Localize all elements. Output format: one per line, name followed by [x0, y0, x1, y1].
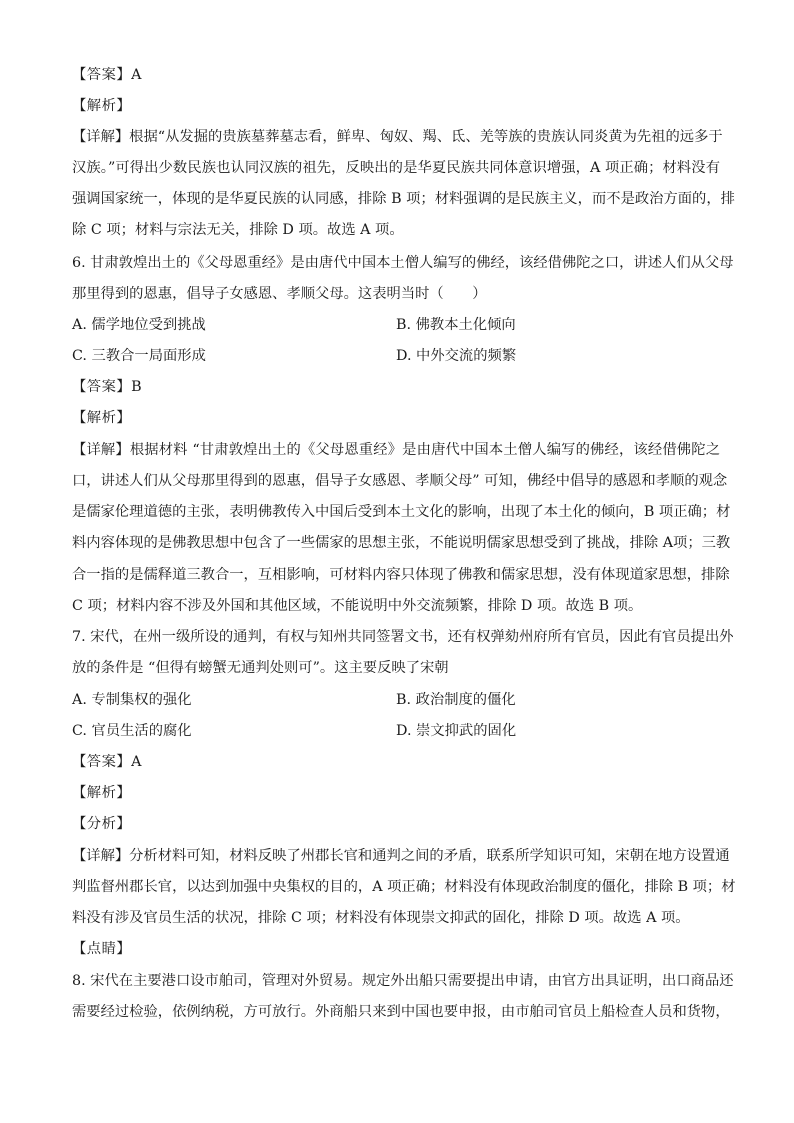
- q6-option-a: A. 儒学地位受到挑战: [72, 317, 206, 333]
- q7-analysis-label: 【解析】: [72, 785, 132, 801]
- q6-detail-line-6: C 项；材料内容不涉及外国和其他区域，不能说明中外交流频繁，排除 D 项。故选 B 项。: [72, 598, 643, 614]
- q6-detail-line-3: 是儒家伦理道德的主张，表明佛教传入中国后受到本土文化的影响，出现了本土化的倾向，B 项正确；材: [72, 504, 731, 520]
- q6-stem-line-2: 那里得到的恩惠，倡导子女感恩、孝顺父母。这表明当时（ ）: [72, 286, 487, 302]
- q7-detail-line-2: 判监督州郡长官，以达到加强中央集权的目的，A 项正确；材料没有体现政治制度的僵化，排除 B 项；材: [72, 879, 736, 895]
- q5-detail-line-4: 除 C 项；材料与宗法无关，排除 D 项。故选 A 项。: [72, 222, 404, 238]
- q7-option-b: B. 政治制度的僵化: [396, 692, 516, 708]
- q6-option-b: B. 佛教本土化倾向: [396, 317, 516, 333]
- q5-detail-line-2: 汉族。”可得出少数民族也认同汉族的祖先，反映出的是华夏民族共同体意识增强，A 项正确；材料没有: [72, 160, 720, 176]
- q5-detail-line-1: 【详解】根据“从发掘的贵族墓葬墓志看，鲜卑、匈奴、羯、氐、羌等族的贵族认同炎黄为先祖的远多于: [72, 129, 723, 145]
- q6-detail-line-5: 合一指的是儒释道三教合一，互相影响，可材料内容只体现了佛教和儒家思想，没有体现道家思想，排除: [72, 567, 730, 583]
- q6-detail-line-4: 料内容体现的是佛教思想中包含了一些儒家的思想主张，不能说明儒家思想受到了挑战，排除 A项；三教: [72, 535, 731, 551]
- q5-detail-line-3: 强调国家统一，体现的是华夏民族的认同感，排除 B 项；材料强调的是民族主义，而不是政治方面的，排: [72, 191, 735, 207]
- q8-stem-line-1: 8. 宋代在主要港口设市舶司，管理对外贸易。规定外出船只需要提出申请，由官方出具证明，出口商品还: [72, 973, 734, 989]
- q7-detail-line-3: 料没有涉及官员生活的状况，排除 C 项；材料没有体现崇文抑武的固化，排除 D 项。故选 A 项。: [72, 910, 690, 926]
- q7-stem-line-2: 放的条件是 “但得有螃蟹无通判处则可”。这主要反映了宋朝: [72, 660, 449, 676]
- q7-detail-line-1: 【详解】分析材料可知，材料反映了州郡长官和通判之间的矛盾，联系所学知识可知，宋朝在地方设置通: [72, 848, 730, 864]
- q7-dianjing-label: 【点睛】: [72, 941, 132, 957]
- q5-analysis-label: 【解析】: [72, 98, 132, 114]
- q6-option-c: C. 三教合一局面形成: [72, 348, 206, 364]
- q8-stem-line-2: 需要经过检验，依例纳税，方可放行。外商船只来到中国也要申报，由市舶司官员上船检查人员和货物，: [72, 1004, 730, 1020]
- q5-answer: 【答案】A: [72, 67, 143, 83]
- q7-fenxi-label: 【分析】: [72, 816, 132, 832]
- q7-option-d: D. 崇文抑武的固化: [396, 723, 517, 739]
- q7-stem-line-1: 7. 宋代，在州一级所设的通判，有权与知州共同签署文书，还有权弹劾州府所有官员，因此有官员提出外: [72, 629, 734, 645]
- q7-option-a: A. 专制集权的强化: [72, 692, 192, 708]
- q6-analysis-label: 【解析】: [72, 410, 132, 426]
- q6-stem-line-1: 6. 甘肃敦煌出土的《父母恩重经》是由唐代中国本土僧人编写的佛经，该经借佛陀之口，讲述人们从父母: [72, 255, 734, 271]
- q7-option-c: C. 官员生活的腐化: [72, 723, 192, 739]
- q6-answer: 【答案】B: [72, 379, 143, 395]
- q6-detail-line-2: 口，讲述人们从父母那里得到的恩惠，倡导子女感恩、孝顺父母” 可知，佛经中倡导的感恩和孝顺的观念: [72, 473, 728, 489]
- q7-answer: 【答案】A: [72, 754, 143, 770]
- q6-detail-line-1: 【详解】根据材料 “甘肃敦煌出土的《父母恩重经》是由唐代中国本土僧人编写的佛经，该经借佛陀之: [72, 442, 720, 458]
- q6-option-d: D. 中外交流的频繁: [396, 348, 517, 364]
